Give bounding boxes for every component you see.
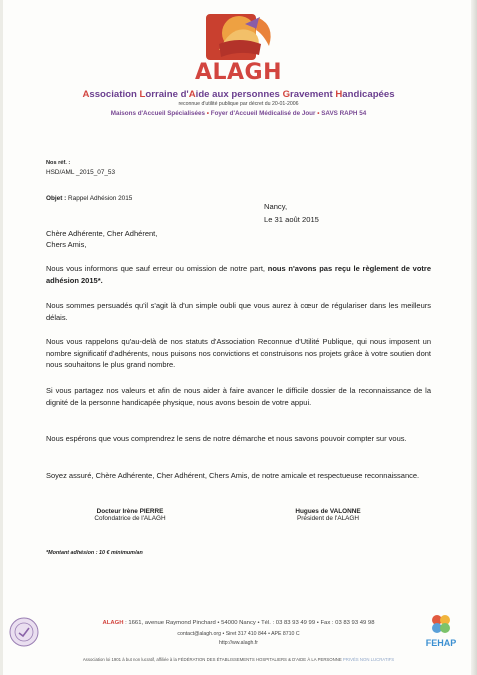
signature-left [60,508,200,522]
paragraph-reminder: Nous sommes persuadés qu'il s'agit là d'un simple oubli que vous aurez à cœur de régulariser dans les meilleurs délais. [46,301,431,322]
footer-legal: Association loi 1901 à but non lucratif, affiliée à la FÉDÉRATION DES ÉTABLISSEMENTS HOSPITALIERS & D'AIDE À LA PERSONNE PRIVÉS NON LUCRATIFS [82,657,395,662]
letter-place: Nancy, [264,202,288,211]
fehap-label: FEHAP [425,638,457,648]
paragraph-notice: Nous vous informons que sauf erreur ou omission de notre part, nous n'avons pas reçu le règlement de votre adhésion 2015*. [46,264,432,285]
association-name: Association Lorraine d'Aide aux personnes Gravement Handicapées [82,89,395,100]
paragraph-statutes: Nous vous rappelons qu'au-delà de nos statuts d'Association Reconnue d'Utilité Publique, qui nous imposent un nombre significatif d'adhérents, nous puisons nos convictions et construisons nos projets grâce à votre soutien dont nous souhaitons le plus grand nombre. [46,337,431,370]
signatory-title: Cofondatrice de l'ALAGH [94,515,166,522]
footer-contact: contact@alagh.org • Siret 317 410 844 • APE 8710 C [177,631,300,637]
signature-right [268,508,388,522]
signatory-name: Hugues de VALONNE [295,508,361,515]
paragraph-values: Si vous partagez nos valeurs et afin de nous aider à faire avancer le difficile dossier de la reconnaissance de la dignité de la personne handicapée physique, nous avons besoin de votre appui. [46,386,431,407]
establishments-line: Maisons d'Accueil Spécialisées • Foyer d'Accueil Médicalisé de Jour • SAVS RAPH 54 [110,110,367,117]
reference-value: HSD/AML _2015_07_53 [46,169,116,176]
paragraph-hope: Nous espérons que vous comprendrez le sens de notre démarche et nous savons pouvoir compter sur vous. [46,434,407,443]
signatory-name: Docteur Irène PIERRE [96,508,164,515]
reference-label: Nos réf. : [46,160,71,166]
salutation: Chère Adhérente, Cher Adhérent, Chers Amis, [46,229,158,249]
paragraph-closing: Soyez assuré, Chère Adhérente, Cher Adhérent, Chers Amis, de notre amicale et respectueuse reconnaissance. [46,471,420,480]
membership-fee-note: *Montant adhésion : 10 € minimum/an [46,550,143,556]
signatory-title: Président de l'ALAGH [297,515,359,522]
letter-date: Le 31 août 2015 [264,215,319,224]
brand-name: ALAGH [194,60,283,85]
recognition-line: reconnue d'utilité publique par décret du 20-01-2006 [178,101,299,107]
fehap-logo-icon [419,612,463,652]
subject-line: Objet : Rappel Adhésion 2015 [46,195,133,202]
footer-address: ALAGH : 1661, avenue Raymond Pinchard • 54000 Nancy • Tél. : 03 83 93 49 99 • Fax : 03 83 93 49 98 [102,620,375,626]
footer-website: http://ww.alagh.fr [219,640,258,646]
